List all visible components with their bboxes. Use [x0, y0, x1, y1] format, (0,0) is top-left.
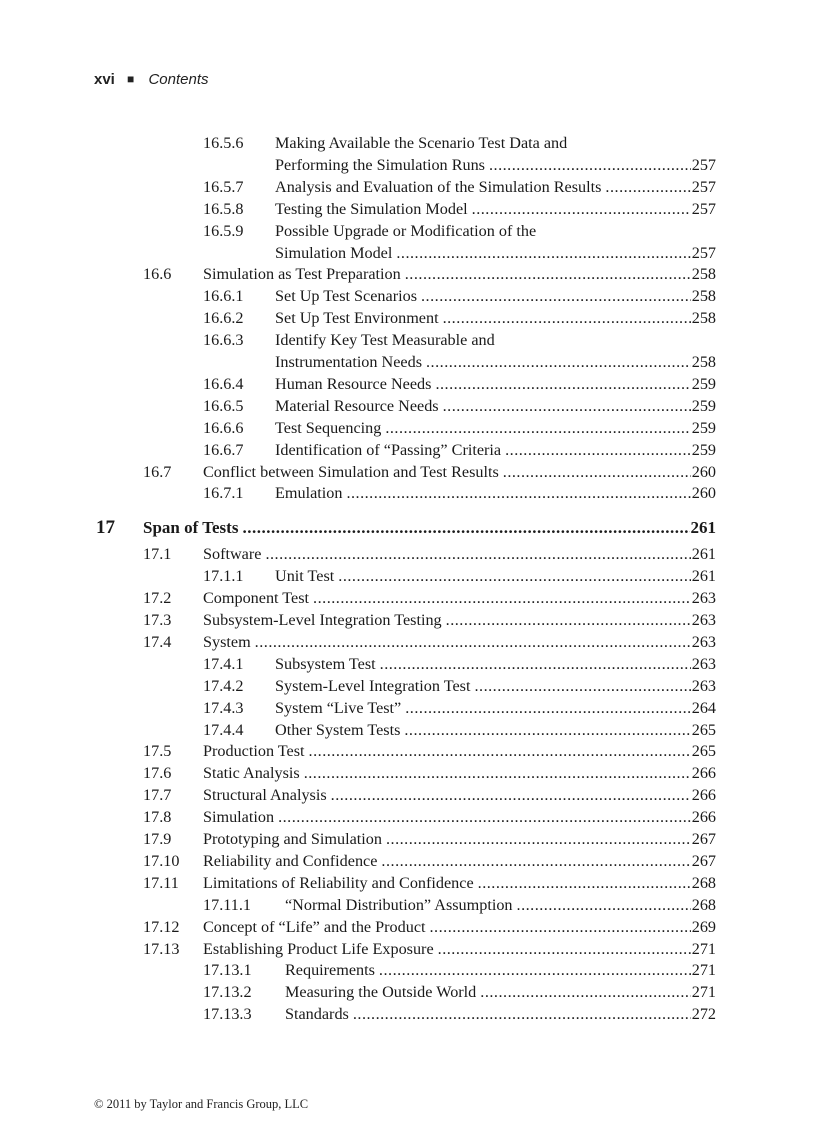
toc-entry-number: 16.6.5: [203, 396, 244, 415]
toc-entry-number: 17.11: [143, 873, 179, 892]
toc-entry: [0, 938, 816, 960]
toc-entry-number: 17.13: [143, 939, 180, 958]
toc-entry-line: [275, 395, 716, 417]
toc-entry-title: Emulation: [275, 484, 343, 503]
toc-entry-page: 266: [691, 764, 716, 783]
toc-entry-number: 17.9: [143, 830, 172, 848]
toc-entry: [0, 653, 816, 675]
toc-entry-page: 266: [691, 808, 716, 827]
dot-leader: [503, 461, 691, 483]
dot-leader: [242, 515, 689, 541]
toc-entry-title: Making Available the Scenario Test Data and: [275, 134, 568, 152]
toc-entry-title: Measuring the Outside World: [285, 983, 477, 1002]
toc-entry-title: System-Level Integration Test: [275, 676, 471, 695]
dot-leader: [480, 981, 690, 1003]
dot-leader: [304, 762, 691, 784]
toc-entry-line: [203, 806, 716, 828]
toc-entry-line: [285, 981, 716, 1003]
toc-entry-title: Component Test: [203, 589, 310, 608]
toc-entry-line: [203, 461, 716, 483]
toc-entry-page: 266: [691, 786, 716, 805]
toc-entry-number: 17.4: [143, 632, 172, 651]
dot-leader: [489, 154, 691, 176]
toc-entry-title: Performing the Simulation Runs: [275, 155, 485, 174]
toc-entry: [0, 439, 816, 461]
toc-entry: [0, 1003, 816, 1025]
toc-entry: [0, 329, 816, 351]
dot-leader: [255, 631, 691, 653]
toc-entry-line: [203, 587, 716, 609]
toc-entry-title: Simulation: [203, 808, 275, 827]
toc-entry-page: 272: [691, 1005, 716, 1024]
toc-entry: [0, 198, 816, 220]
dot-leader: [605, 176, 690, 198]
toc-entry-title: Instrumentation Needs: [275, 353, 422, 371]
toc-entry-number: 17: [96, 517, 115, 539]
toc-entry-title: Structural Analysis: [203, 786, 327, 805]
toc-entry-page: 259: [691, 374, 716, 393]
toc-entry: [0, 719, 816, 741]
toc-entry: [0, 307, 816, 329]
toc-entry: [0, 461, 816, 483]
toc-entry-line: [275, 565, 716, 587]
toc-entry-number: 16.5.8: [203, 199, 244, 218]
toc-entry-title: Software: [203, 545, 262, 564]
toc-chapter-entry: [0, 515, 816, 541]
toc-entry-line: [285, 959, 716, 981]
toc-entry-page: 257: [691, 177, 716, 196]
toc-entry: [0, 872, 816, 894]
toc-entry-number: 16.6: [143, 265, 172, 284]
header-title: Contents: [148, 71, 209, 88]
dot-leader: [438, 938, 691, 960]
toc-entry-line: [275, 439, 716, 461]
toc-entry-title: Limitations of Reliability and Confidence: [203, 873, 474, 892]
toc-entry: [0, 587, 816, 609]
toc-entry: [0, 373, 816, 395]
toc-entry-number: 17.1.1: [203, 567, 244, 586]
toc-entry-page: 268: [691, 895, 716, 914]
toc-entry-number: 17.10: [143, 851, 180, 870]
dot-leader: [265, 543, 690, 565]
toc-entry-line: [285, 894, 716, 916]
toc-entry: [0, 959, 816, 981]
toc-entry: [0, 784, 816, 806]
toc-entry: [0, 981, 816, 1003]
toc-entry-line: [275, 198, 716, 220]
toc-entry-page: 263: [691, 589, 716, 608]
toc-entry-line: [275, 417, 716, 439]
toc-entry-number: 16.7.1: [203, 484, 244, 503]
dot-leader: [386, 828, 691, 850]
toc-entry-page: 259: [691, 418, 716, 437]
toc-entry-page: 263: [691, 654, 716, 673]
dot-leader: [430, 916, 691, 938]
toc-entry: [0, 417, 816, 439]
toc-entry: [0, 916, 816, 938]
toc-entry-line: [275, 373, 716, 395]
toc-entry-line: [203, 609, 716, 631]
toc-entry: [0, 609, 816, 631]
toc-entry-line: [275, 329, 716, 351]
toc-entry: [0, 675, 816, 697]
toc-entry-number: 17.5: [143, 742, 172, 761]
toc-entry-page: 263: [691, 676, 716, 695]
toc-entry-title: Subsystem-Level Integration Testing: [203, 611, 442, 629]
toc-entry: [0, 242, 816, 264]
toc-entry-number: 16.7: [143, 462, 172, 481]
toc-entry-page: 271: [691, 939, 716, 958]
running-header: [94, 70, 209, 90]
toc-entry-title: Set Up Test Scenarios: [275, 287, 417, 306]
dot-leader: [478, 872, 691, 894]
header-separator: ■: [127, 72, 135, 86]
dot-leader: [331, 784, 691, 806]
dot-leader: [405, 697, 690, 719]
dot-leader: [405, 263, 691, 285]
toc-entry-number: 17.13.3: [203, 1005, 252, 1024]
toc-entry-number: 16.6.1: [203, 287, 244, 306]
toc-entry-title: Establishing Product Life Exposure: [203, 939, 434, 958]
toc-entry-number: 16.6.6: [203, 418, 244, 437]
dot-leader: [505, 439, 691, 461]
toc-entry-title: Requirements: [285, 961, 375, 980]
toc-entry-title: Set Up Test Environment: [275, 309, 439, 328]
toc-entry: [0, 631, 816, 653]
toc-entry-title: System: [203, 632, 251, 651]
toc-entry-page: 263: [691, 611, 716, 629]
toc-entry-line: [275, 176, 716, 198]
toc-entry-line: [203, 263, 716, 285]
toc-entry-number: 16.6.7: [203, 440, 244, 459]
toc-entry: [0, 697, 816, 719]
toc-entry-number: 16.6.4: [203, 374, 244, 393]
toc-entry-line: [203, 872, 716, 894]
toc-entry-page: 271: [691, 983, 716, 1002]
toc-entry-page: 260: [691, 484, 716, 503]
toc-entry-number: 17.4.4: [203, 720, 244, 739]
toc-entry: [0, 740, 816, 762]
toc-entry-number: 17.11.1: [203, 895, 251, 914]
dot-leader: [446, 609, 691, 631]
toc-entry-title: Subsystem Test: [275, 654, 376, 673]
toc-entry-title: Other System Tests: [275, 720, 401, 739]
toc-entry-line: [203, 762, 716, 784]
toc-entry-number: 17.6: [143, 764, 172, 783]
toc-entry-number: 17.3: [143, 611, 172, 629]
toc-entry-page: 258: [691, 309, 716, 328]
toc-entry-line: [203, 916, 716, 938]
toc-entry-page: 267: [691, 851, 716, 870]
toc-entry-title: Identification of “Passing” Criteria: [275, 440, 502, 459]
toc-entry-number: 17.4.1: [203, 654, 244, 673]
toc-entry-title: “Normal Distribution” Assumption: [285, 895, 513, 914]
toc-entry-number: 16.6.2: [203, 309, 244, 328]
toc-entry-page: 258: [691, 353, 716, 371]
dot-leader: [353, 1003, 691, 1025]
toc-entry-number: 17.7: [143, 786, 172, 805]
toc-entry: [0, 263, 816, 285]
toc-entry-line: [203, 784, 716, 806]
toc-entry-page: 264: [691, 698, 716, 717]
toc-entry-page: 268: [691, 873, 716, 892]
toc-entry-title: Span of Tests: [143, 518, 239, 538]
dot-leader: [426, 351, 691, 373]
dot-leader: [313, 587, 691, 609]
dot-leader: [346, 482, 690, 504]
toc-entry-number: 17.4.3: [203, 698, 244, 717]
toc-entry-number: 16.5.6: [203, 134, 244, 152]
dot-leader: [381, 850, 690, 872]
dot-leader: [474, 675, 690, 697]
toc-entry-page: 261: [691, 545, 716, 564]
toc-entry-title: System “Live Test”: [275, 698, 402, 717]
toc-entry-number: 17.2: [143, 589, 172, 608]
dot-leader: [443, 395, 691, 417]
toc-entry-page: 261: [690, 518, 716, 538]
toc-entry-line: [285, 1003, 716, 1025]
dot-leader: [385, 417, 690, 439]
toc-entry-line: [275, 307, 716, 329]
toc-entry-title: Test Sequencing: [275, 418, 382, 437]
toc-entry-page: 265: [691, 742, 716, 761]
dot-leader: [278, 806, 691, 828]
toc-entry-title: Human Resource Needs: [275, 374, 432, 393]
toc-entry-title: Production Test: [203, 742, 305, 761]
toc-entry-page: 265: [691, 720, 716, 739]
toc-entry-page: 258: [691, 265, 716, 284]
dot-leader: [435, 373, 690, 395]
toc-entry-number: 17.12: [143, 917, 180, 936]
toc-entry-title: Identify Key Test Measurable and: [275, 331, 495, 350]
toc-entry-line: [203, 938, 716, 960]
toc-entry-number: 16.5.9: [203, 221, 244, 240]
toc-entry-title: Reliability and Confidence: [203, 851, 378, 870]
toc-entry-page: 259: [691, 396, 716, 415]
toc-entry-page: 261: [691, 567, 716, 586]
toc-entry: [0, 850, 816, 872]
dot-leader: [309, 740, 691, 762]
toc-entry: [0, 565, 816, 587]
toc-entry-line: [203, 828, 716, 850]
toc-entry-title: Prototyping and Simulation: [203, 830, 382, 848]
toc-entry-page: 267: [691, 830, 716, 848]
toc-entry-line: [203, 740, 716, 762]
toc-entry: [0, 828, 816, 850]
toc-entry-number: 17.4.2: [203, 676, 244, 695]
toc-entry-line: [275, 653, 716, 675]
toc-entry-line: [143, 515, 716, 541]
dot-leader: [396, 242, 690, 264]
toc-entry-line: [275, 351, 716, 373]
toc-entry-page: 260: [691, 462, 716, 481]
copyright-footer: © 2011 by Taylor and Francis Group, LLC: [94, 1097, 309, 1111]
dot-leader: [443, 307, 691, 329]
toc-entry-title: Unit Test: [275, 567, 335, 586]
toc-entry: [0, 806, 816, 828]
toc-entry-line: [275, 482, 716, 504]
page-number: xvi: [94, 71, 115, 88]
toc-entry: [0, 176, 816, 198]
toc-entry-line: [203, 850, 716, 872]
toc-entry-line: [203, 543, 716, 565]
toc-entry: [0, 220, 816, 242]
toc-entry-title: Standards: [285, 1005, 349, 1024]
toc-entry: [0, 395, 816, 417]
toc-entry-number: 16.5.7: [203, 177, 244, 196]
toc-entry-page: 257: [691, 243, 716, 262]
toc-entry-line: [275, 132, 716, 154]
toc-entry: [0, 351, 816, 373]
dot-leader: [517, 894, 691, 916]
toc-entry-line: [275, 242, 716, 264]
dot-leader: [472, 198, 691, 220]
dot-leader: [380, 653, 691, 675]
toc-entry-page: 258: [691, 287, 716, 306]
toc-entry: [0, 482, 816, 504]
toc-entry-number: 17.13.1: [203, 961, 252, 980]
toc-entry-number: 16.6.3: [203, 331, 244, 350]
toc-entry-line: [275, 697, 716, 719]
toc-entry-line: [275, 154, 716, 176]
toc-entry: [0, 543, 816, 565]
dot-leader: [338, 565, 690, 587]
toc-entry-title: Simulation as Test Preparation: [203, 265, 401, 284]
toc-entry-title: Concept of “Life” and the Product: [203, 917, 426, 936]
toc-entry-number: 17.13.2: [203, 983, 252, 1002]
toc-entry-page: 257: [691, 155, 716, 174]
toc-entry-page: 271: [691, 961, 716, 980]
toc-entry-title: Material Resource Needs: [275, 396, 439, 415]
toc-entry: [0, 285, 816, 307]
toc-entry-line: [275, 719, 716, 741]
toc-entry: [0, 132, 816, 154]
toc-entry-line: [275, 675, 716, 697]
toc-entry-title: Static Analysis: [203, 764, 300, 783]
toc-entry: [0, 762, 816, 784]
dot-leader: [379, 959, 691, 981]
toc-entry: [0, 154, 816, 176]
toc-entry-title: Possible Upgrade or Modification of the: [275, 221, 537, 240]
dot-leader: [421, 285, 691, 307]
dot-leader: [404, 719, 690, 741]
toc-entry-title: Testing the Simulation Model: [275, 199, 468, 218]
toc-entry-line: [275, 220, 716, 242]
toc-entry-page: 257: [691, 199, 716, 218]
toc-entry-line: [275, 285, 716, 307]
toc-entry-line: [203, 631, 716, 653]
toc-entry-page: 263: [691, 632, 716, 651]
toc-entry: [0, 894, 816, 916]
toc-entry-title: Simulation Model: [275, 243, 393, 262]
toc-entry-page: 269: [691, 917, 716, 936]
toc-entry-number: 17.1: [143, 545, 172, 564]
toc-entry-title: Conflict between Simulation and Test Results: [203, 462, 499, 481]
toc-entry-title: Analysis and Evaluation of the Simulation Results: [275, 177, 602, 196]
toc-entry-number: 17.8: [143, 808, 172, 827]
toc-entry-page: 259: [691, 440, 716, 459]
